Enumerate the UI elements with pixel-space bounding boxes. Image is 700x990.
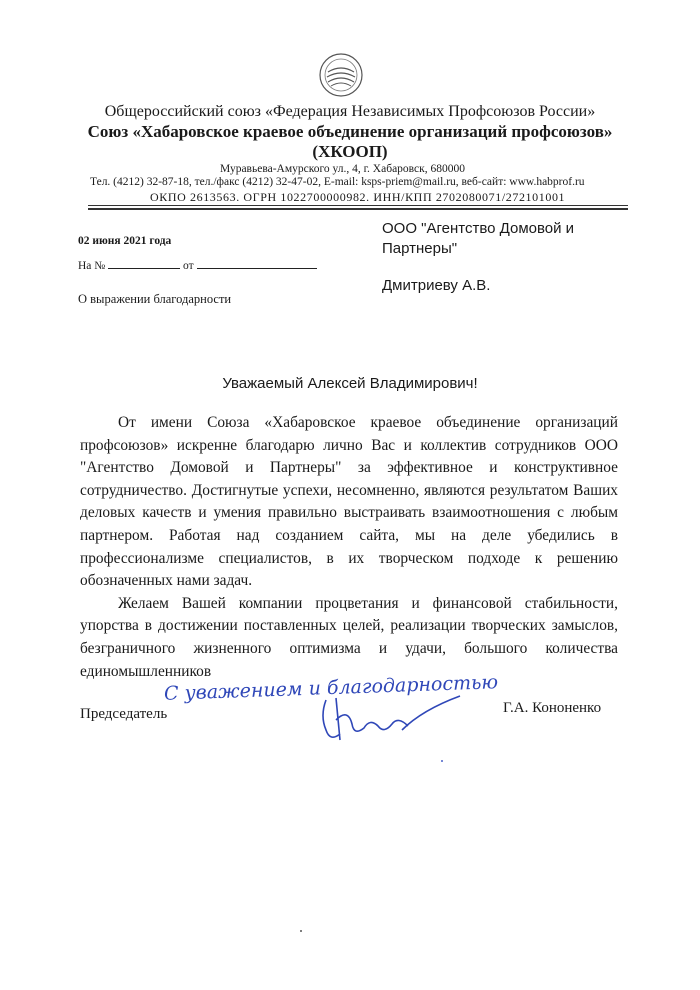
ink-dot bbox=[441, 760, 443, 762]
federation-name: Общероссийский союз «Федерация Независимых Профсоюзов России» bbox=[104, 103, 596, 120]
signer-name: Г.А. Кононенко bbox=[503, 700, 602, 716]
union-abbreviation: (ХКООП) bbox=[312, 142, 388, 161]
reference-line bbox=[78, 257, 317, 272]
letter-body bbox=[80, 412, 618, 683]
recipient-person: Дмитриеву А.В. bbox=[382, 277, 491, 294]
handwritten-note-text: С уважением и благодарностью bbox=[163, 671, 499, 705]
reference-date-label: от bbox=[183, 260, 194, 272]
signature-mark bbox=[318, 690, 468, 752]
letter-greeting: Уважаемый Алексей Владимирович! bbox=[222, 375, 478, 392]
union-registration-codes: ОКПО 2613563. ОГРН 1022700000982. ИНН/КПП 2702080071/272101001 bbox=[150, 190, 566, 204]
recipient-company: ООО "Агентство Домовой и Партнеры" bbox=[382, 220, 575, 257]
paper-speck bbox=[300, 930, 302, 932]
reference-number-label: На № bbox=[78, 260, 106, 272]
signer-role: Председатель bbox=[80, 706, 168, 722]
union-contacts: Тел. (4212) 32-87-18, тел./факс (4212) 32-47-02, E-mail: ksps-priem@mail.ru, веб-сайт: www.habprof.ru bbox=[90, 176, 585, 188]
union-emblem-icon bbox=[318, 52, 364, 98]
union-address: Муравьева-Амурского ул., 4, г. Хабаровск, 680000 bbox=[220, 163, 465, 175]
letter-date: 02 июня 2021 года bbox=[78, 235, 172, 247]
header-divider-thick bbox=[88, 208, 628, 210]
letter-paragraph-1: От имени Союза «Хабаровское краевое объединение организаций профсоюзов» искренне благодарю лично Вас и коллектив сотрудников ООО "Агентство Домовой и Партнеры" за эффективное и конструктивное сотрудничество. Достигнутые успехи, несомненно, являются результатом Ваших деловых качеств и умения правильно выстраивать взаимоотношения с любым партнером. Работая над созданием сайта, мы на деле убедились в профессионализме специалистов, в их творческом подходе к решению обозначенных нами задач. bbox=[80, 414, 618, 590]
reference-number-blank bbox=[108, 257, 180, 269]
header-divider bbox=[88, 205, 628, 206]
union-name: Союз «Хабаровское краевое объединение организаций профсоюзов» bbox=[87, 122, 613, 141]
letter-subject: О выражении благодарности bbox=[78, 292, 232, 306]
letter-paragraph-2: Желаем Вашей компании процветания и финансовой стабильности, упорства в достижении поставленных целей, реализации творческих замыслов, безграничного жизненного оптимизма и удачи, большого количества единомышленников bbox=[80, 594, 618, 680]
reference-date-blank bbox=[197, 257, 317, 269]
